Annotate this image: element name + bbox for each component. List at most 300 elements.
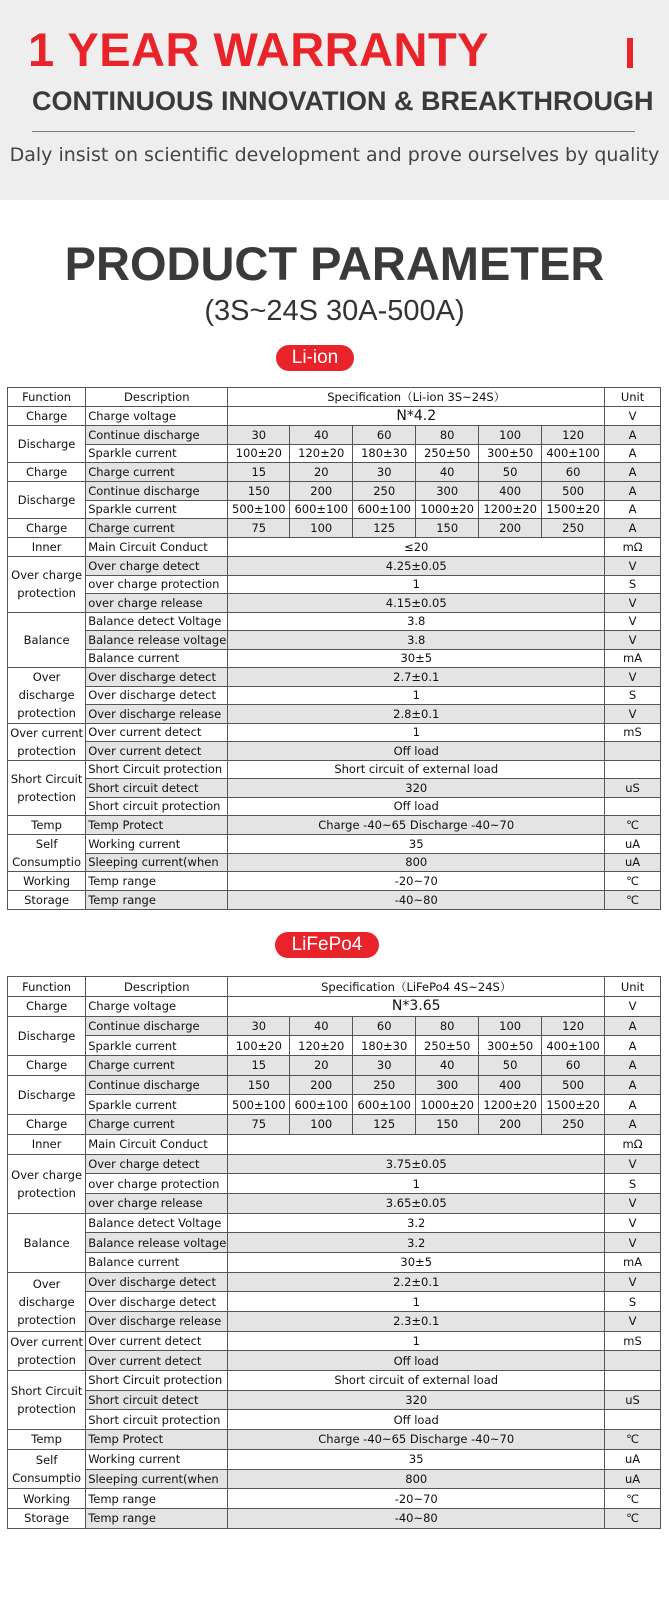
value-cell: 200 (290, 1075, 353, 1095)
table-row (8, 1390, 661, 1410)
function-cell: Charge (8, 1056, 86, 1076)
table-row (8, 742, 661, 761)
table-row (8, 575, 661, 594)
table-row (8, 519, 661, 538)
value-cell: 75 (228, 519, 290, 538)
table-row (8, 779, 661, 798)
value-cell: 300 (416, 1075, 479, 1095)
warranty-title: 1 YEAR WARRANTY (28, 23, 490, 76)
table-row (8, 723, 661, 742)
lifepo4-badge: LiFePo4 (275, 932, 379, 958)
unit-cell: V (605, 1213, 661, 1233)
description-cell: Short circuit detect (86, 1390, 228, 1410)
value-cell: 20 (290, 1056, 353, 1076)
function-cell: Over charge protection (8, 1154, 86, 1213)
unit-cell: ℃ (605, 872, 661, 891)
value-cell: 1200±20 (479, 1095, 542, 1115)
value-cell: 200 (290, 482, 353, 501)
table-row (8, 705, 661, 724)
value-cell: 50 (479, 463, 542, 482)
value-cell: 120 (542, 426, 605, 445)
value-cell: 1 (228, 723, 605, 742)
unit-cell: A (605, 1075, 661, 1095)
unit-cell: V (605, 407, 661, 426)
value-cell: 15 (228, 1056, 290, 1076)
table-row (8, 1134, 661, 1154)
value-cell: 400±100 (542, 1036, 605, 1056)
description-cell: Sleeping current(when (86, 1469, 228, 1489)
unit-cell: V (605, 1312, 661, 1332)
value-cell: 180±30 (353, 1036, 416, 1056)
function-cell: Balance (8, 612, 86, 668)
value-cell: 150 (416, 519, 479, 538)
table-row (8, 1193, 661, 1213)
description-cell: Charge voltage (86, 407, 228, 426)
value-cell: 120±20 (290, 1036, 353, 1056)
unit-cell: mA (605, 649, 661, 668)
description-cell: Balance release voltage (86, 1233, 228, 1253)
unit-cell: A (605, 500, 661, 519)
unit-cell: V (605, 612, 661, 631)
unit-cell: S (605, 575, 661, 594)
unit-cell: V (605, 557, 661, 576)
unit-cell (605, 1410, 661, 1430)
description-cell: Over current detect (86, 742, 228, 761)
liion-spec-table (7, 387, 661, 910)
value-cell: 600±100 (290, 1095, 353, 1115)
value-cell: 800 (228, 1469, 605, 1489)
unit-cell: ℃ (605, 1508, 661, 1528)
function-cell: Discharge (8, 426, 86, 463)
value-cell: 500 (542, 482, 605, 501)
value-cell: 1000±20 (416, 1095, 479, 1115)
value-cell: 125 (353, 1115, 416, 1135)
function-cell: Charge (8, 1115, 86, 1135)
description-cell: Over discharge detect (86, 1272, 228, 1292)
value-cell: 180±30 (353, 444, 416, 463)
table-row (8, 1410, 661, 1430)
table-row (8, 612, 661, 631)
value-cell: 1000±20 (416, 500, 479, 519)
table-row (8, 482, 661, 501)
table-row (8, 1036, 661, 1056)
header-description: Description (86, 977, 228, 997)
value-cell: 4.15±0.05 (228, 594, 605, 613)
function-cell: Discharge (8, 1016, 86, 1055)
function-cell: Short Circuit protection (8, 1371, 86, 1430)
table-row (8, 797, 661, 816)
description-cell: Continue discharge (86, 1075, 228, 1095)
description-cell: Over discharge release (86, 705, 228, 724)
value-cell: 100±20 (228, 1036, 290, 1056)
value-cell: 600±100 (353, 1095, 416, 1115)
value-cell: 120 (542, 1016, 605, 1036)
value-cell: 400±100 (542, 444, 605, 463)
function-cell: Over current protection (8, 1331, 86, 1370)
description-cell: Sparkle current (86, 500, 228, 519)
description-cell: Charge current (86, 519, 228, 538)
table-row (8, 1508, 661, 1528)
value-cell: 1200±20 (479, 500, 542, 519)
unit-cell: A (605, 1095, 661, 1115)
value-cell: 600±100 (290, 500, 353, 519)
description-cell: over charge protection (86, 575, 228, 594)
unit-cell: uA (605, 1469, 661, 1489)
value-cell: 15 (228, 463, 290, 482)
description-cell: Balance detect Voltage (86, 612, 228, 631)
unit-cell: ℃ (605, 1489, 661, 1509)
unit-cell: mS (605, 723, 661, 742)
value-cell: 125 (353, 519, 416, 538)
value-cell: -20~70 (228, 872, 605, 891)
table-row (8, 1272, 661, 1292)
unit-cell: uS (605, 779, 661, 798)
header-specification: Specification（LiFePo4 4S~24S） (228, 977, 605, 997)
value-cell: 75 (228, 1115, 290, 1135)
value-cell: 60 (353, 426, 416, 445)
header-function: Function (8, 388, 86, 407)
value-cell: 40 (416, 1056, 479, 1076)
value-cell: 500 (542, 1075, 605, 1095)
table-row (8, 853, 661, 872)
header-function: Function (8, 977, 86, 997)
value-cell: 300±50 (479, 1036, 542, 1056)
value-cell: 250±50 (416, 444, 479, 463)
value-cell: 400 (479, 482, 542, 501)
unit-cell: A (605, 426, 661, 445)
value-cell: 40 (290, 1016, 353, 1036)
value-cell: 3.65±0.05 (228, 1193, 605, 1213)
accent-bar (627, 38, 633, 68)
function-cell: Short Circuit protection (8, 760, 86, 816)
table-row (8, 1075, 661, 1095)
unit-cell: A (605, 1036, 661, 1056)
unit-cell: V (605, 1272, 661, 1292)
unit-cell: ℃ (605, 891, 661, 910)
value-cell: 200 (479, 1115, 542, 1135)
unit-cell: V (605, 1154, 661, 1174)
value-cell: 250±50 (416, 1036, 479, 1056)
table-row (8, 760, 661, 779)
description-cell: Over current detect (86, 723, 228, 742)
table-row (8, 1252, 661, 1272)
unit-cell (605, 760, 661, 779)
description-cell: over charge protection (86, 1174, 228, 1194)
value-cell: 100 (290, 1115, 353, 1135)
tagline: Daly insist on scientific development and prove ourselves by quality (9, 144, 660, 166)
table-row (8, 631, 661, 650)
value-cell: Off load (228, 797, 605, 816)
value-cell: 30 (228, 1016, 290, 1036)
description-cell: Continue discharge (86, 482, 228, 501)
value-cell: 40 (416, 463, 479, 482)
unit-cell: V (605, 1193, 661, 1213)
value-cell: 1 (228, 575, 605, 594)
unit-cell: mΩ (605, 538, 661, 557)
function-cell: Storage (8, 1508, 86, 1528)
value-cell: 3.8 (228, 631, 605, 650)
value-cell: 2.7±0.1 (228, 668, 605, 687)
description-cell: Charge voltage (86, 997, 228, 1017)
description-cell: Temp Protect (86, 1430, 228, 1450)
function-cell: Over current protection (8, 723, 86, 760)
value-cell: 1 (228, 686, 605, 705)
description-cell: Temp range (86, 891, 228, 910)
function-cell: Working (8, 1489, 86, 1509)
function-cell: Discharge (8, 482, 86, 519)
function-cell: Over discharge protection (8, 668, 86, 724)
value-cell: -40~80 (228, 1508, 605, 1528)
value-cell: 1500±20 (542, 500, 605, 519)
value-cell: 20 (290, 463, 353, 482)
description-cell: over charge release (86, 1193, 228, 1213)
function-cell: Temp (8, 816, 86, 835)
description-cell: Sparkle current (86, 444, 228, 463)
value-cell: 60 (353, 1016, 416, 1036)
product-parameter-title: PRODUCT PARAMETER (64, 237, 605, 290)
value-cell: N*3.65 (228, 997, 605, 1017)
unit-cell: uS (605, 1390, 661, 1410)
function-cell: Inner (8, 538, 86, 557)
description-cell: Sparkle current (86, 1095, 228, 1115)
value-cell: 500±100 (228, 500, 290, 519)
table-row (8, 1489, 661, 1509)
unit-cell (605, 742, 661, 761)
function-cell: Self Consumptio (8, 835, 86, 872)
description-cell: Temp range (86, 1508, 228, 1528)
value-cell: Off load (228, 1410, 605, 1430)
unit-cell: V (605, 1233, 661, 1253)
unit-cell: uA (605, 853, 661, 872)
value-cell: 1500±20 (542, 1095, 605, 1115)
value-cell: 100 (290, 519, 353, 538)
value-cell: 80 (416, 1016, 479, 1036)
unit-cell (605, 1371, 661, 1391)
unit-cell: A (605, 1016, 661, 1036)
value-cell: 300 (416, 482, 479, 501)
value-cell: 30±5 (228, 649, 605, 668)
description-cell: Balance current (86, 649, 228, 668)
unit-cell: A (605, 1056, 661, 1076)
warranty-banner (0, 0, 669, 200)
description-cell: Temp range (86, 1489, 228, 1509)
unit-cell: ℃ (605, 816, 661, 835)
description-cell: Short circuit protection (86, 797, 228, 816)
table-row (8, 1449, 661, 1469)
value-cell: -40~80 (228, 891, 605, 910)
function-cell: Self Consumptio (8, 1449, 86, 1488)
value-cell: 250 (353, 1075, 416, 1095)
value-cell: 60 (542, 463, 605, 482)
value-cell: 1 (228, 1292, 605, 1312)
table-row (8, 594, 661, 613)
description-cell: Charge current (86, 1115, 228, 1135)
value-cell: 100 (479, 1016, 542, 1036)
value-cell: 2.2±0.1 (228, 1272, 605, 1292)
value-cell: Short circuit of external load (228, 760, 605, 779)
header-unit: Unit (605, 388, 661, 407)
value-cell: 3.2 (228, 1213, 605, 1233)
value-cell: 300±50 (479, 444, 542, 463)
value-cell (228, 1134, 605, 1154)
description-cell: Main Circuit Conduct (86, 538, 228, 557)
unit-cell: A (605, 519, 661, 538)
description-cell: Temp range (86, 872, 228, 891)
description-cell: Sleeping current(when (86, 853, 228, 872)
unit-cell: V (605, 705, 661, 724)
unit-cell: A (605, 1115, 661, 1135)
value-cell: Off load (228, 1351, 605, 1371)
description-cell: Over discharge detect (86, 1292, 228, 1312)
lifepo4-spec-table (7, 976, 661, 1529)
description-cell: Short Circuit protection (86, 1371, 228, 1391)
header-specification: Specification（Li-ion 3S~24S） (228, 388, 605, 407)
table-row (8, 1351, 661, 1371)
value-cell: 100±20 (228, 444, 290, 463)
description-cell: Balance release voltage (86, 631, 228, 650)
description-cell: Continue discharge (86, 1016, 228, 1036)
description-cell: Over discharge detect (86, 686, 228, 705)
table-row (8, 1056, 661, 1076)
description-cell: Working current (86, 1449, 228, 1469)
value-cell: 3.8 (228, 612, 605, 631)
description-cell: over charge release (86, 594, 228, 613)
description-cell: Continue discharge (86, 426, 228, 445)
description-cell: Main Circuit Conduct (86, 1134, 228, 1154)
table-row (8, 835, 661, 854)
function-cell: Charge (8, 407, 86, 426)
table-row (8, 1371, 661, 1391)
table-row (8, 668, 661, 687)
value-cell: N*4.2 (228, 407, 605, 426)
unit-cell (605, 1351, 661, 1371)
description-cell: Short circuit protection (86, 1410, 228, 1430)
function-cell: Over discharge protection (8, 1272, 86, 1331)
unit-cell: A (605, 463, 661, 482)
function-cell: Working (8, 872, 86, 891)
unit-cell: V (605, 594, 661, 613)
value-cell: 35 (228, 1449, 605, 1469)
table-row (8, 816, 661, 835)
value-cell: 120±20 (290, 444, 353, 463)
unit-cell: mΩ (605, 1134, 661, 1154)
unit-cell: uA (605, 1449, 661, 1469)
unit-cell: V (605, 997, 661, 1017)
description-cell: Short Circuit protection (86, 760, 228, 779)
value-cell: 50 (479, 1056, 542, 1076)
value-cell: 40 (290, 426, 353, 445)
description-cell: Over charge detect (86, 1154, 228, 1174)
value-cell: 80 (416, 426, 479, 445)
function-cell: Over charge protection (8, 557, 86, 613)
table-row (8, 891, 661, 910)
unit-cell: mS (605, 1331, 661, 1351)
table-row (8, 463, 661, 482)
value-cell: Off load (228, 742, 605, 761)
description-cell: Working current (86, 835, 228, 854)
value-cell: Short circuit of external load (228, 1371, 605, 1391)
value-cell: -20~70 (228, 1489, 605, 1509)
description-cell: Short circuit detect (86, 779, 228, 798)
table-row (8, 1469, 661, 1489)
description-cell: Over current detect (86, 1331, 228, 1351)
table-row (8, 649, 661, 668)
description-cell: Sparkle current (86, 1036, 228, 1056)
value-cell: 35 (228, 835, 605, 854)
table-row (8, 1233, 661, 1253)
function-cell: Storage (8, 891, 86, 910)
unit-cell: V (605, 668, 661, 687)
unit-cell: ℃ (605, 1430, 661, 1450)
description-cell: Balance detect Voltage (86, 1213, 228, 1233)
table-row (8, 444, 661, 463)
value-cell: 30 (353, 1056, 416, 1076)
value-cell: 500±100 (228, 1095, 290, 1115)
description-cell: Over charge detect (86, 557, 228, 576)
value-cell: 30±5 (228, 1252, 605, 1272)
table-row (8, 1095, 661, 1115)
unit-cell: A (605, 444, 661, 463)
unit-cell: A (605, 482, 661, 501)
unit-cell: uA (605, 835, 661, 854)
table-row (8, 538, 661, 557)
table-row (8, 1174, 661, 1194)
unit-cell: V (605, 631, 661, 650)
table-row (8, 1213, 661, 1233)
description-cell: Balance current (86, 1252, 228, 1272)
divider (32, 131, 635, 132)
value-cell: 150 (228, 1075, 290, 1095)
table-row (8, 686, 661, 705)
table-row (8, 1331, 661, 1351)
value-cell: 250 (542, 1115, 605, 1135)
value-cell: 400 (479, 1075, 542, 1095)
value-cell: 60 (542, 1056, 605, 1076)
description-cell: Charge current (86, 1056, 228, 1076)
value-cell: 30 (353, 463, 416, 482)
function-cell: Charge (8, 997, 86, 1017)
warranty-subtitle: CONTINUOUS INNOVATION & BREAKTHROUGH (32, 86, 654, 116)
table-row (8, 426, 661, 445)
value-cell: 30 (228, 426, 290, 445)
table-row (8, 1292, 661, 1312)
value-cell: 2.3±0.1 (228, 1312, 605, 1332)
table-row (8, 872, 661, 891)
unit-cell: S (605, 1292, 661, 1312)
table-row (8, 1312, 661, 1332)
table-row (8, 500, 661, 519)
unit-cell: mA (605, 1252, 661, 1272)
function-cell: Charge (8, 519, 86, 538)
value-cell: 100 (479, 426, 542, 445)
table-row (8, 997, 661, 1017)
value-cell: 150 (228, 482, 290, 501)
table-row (8, 1154, 661, 1174)
value-cell: 3.75±0.05 (228, 1154, 605, 1174)
header-unit: Unit (605, 977, 661, 997)
value-cell: ≤20 (228, 538, 605, 557)
value-cell: 320 (228, 1390, 605, 1410)
table-row (8, 977, 661, 997)
unit-cell: S (605, 1174, 661, 1194)
value-cell: 4.25±0.05 (228, 557, 605, 576)
function-cell: Inner (8, 1134, 86, 1154)
unit-cell: S (605, 686, 661, 705)
value-cell: 2.8±0.1 (228, 705, 605, 724)
description-cell: Over discharge release (86, 1312, 228, 1332)
value-cell: 600±100 (353, 500, 416, 519)
value-cell: 320 (228, 779, 605, 798)
